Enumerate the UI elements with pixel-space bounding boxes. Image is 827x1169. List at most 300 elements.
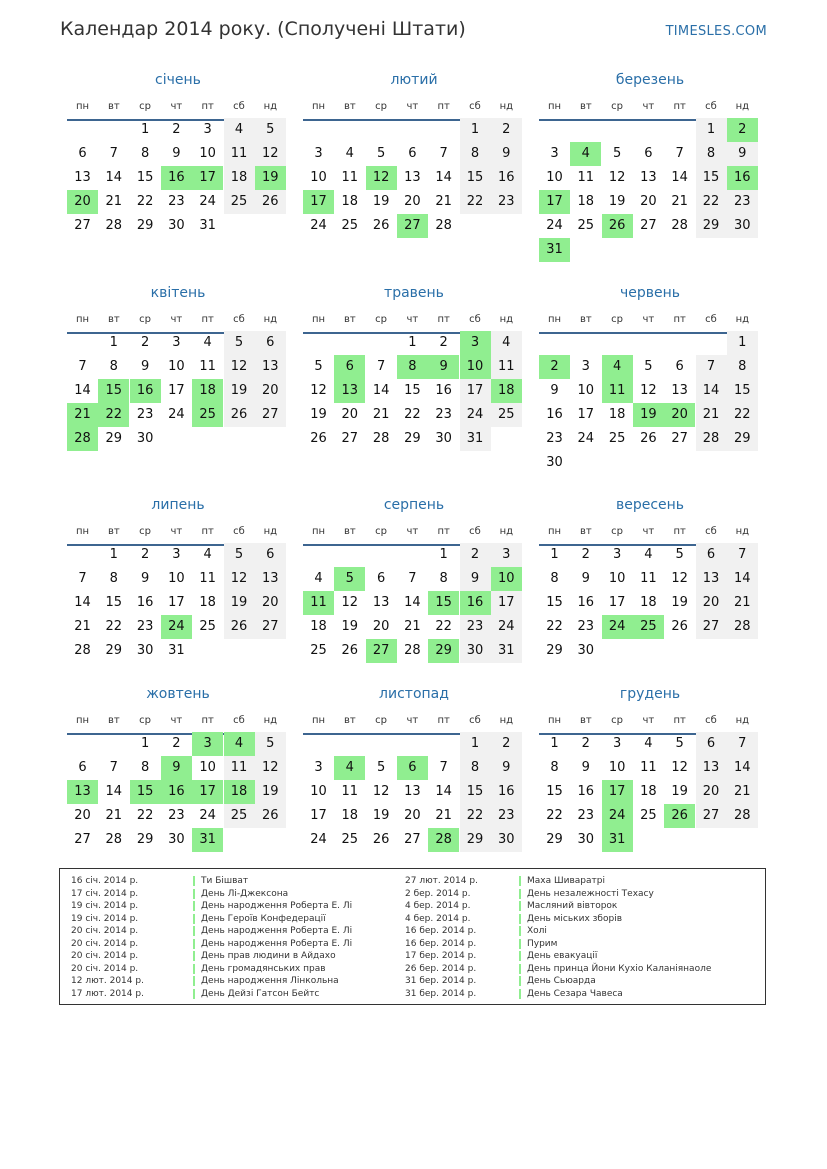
day-cell[interactable]: 23	[491, 190, 522, 214]
day-cell[interactable]: 17	[168, 595, 185, 610]
day-cell[interactable]: 8	[109, 359, 118, 374]
day-cell[interactable]: 22	[136, 808, 154, 823]
day-cell[interactable]: 9	[172, 146, 181, 161]
day-cell[interactable]: 25	[633, 615, 664, 639]
day-cell[interactable]: 7	[78, 571, 87, 586]
day-cell[interactable]: 23	[136, 407, 154, 422]
day-cell[interactable]: 9	[428, 355, 459, 379]
day-cell[interactable]: 1	[727, 331, 758, 355]
day-cell[interactable]: 25	[341, 832, 359, 847]
day-cell[interactable]: 15	[428, 591, 459, 615]
day-cell[interactable]: 15	[130, 780, 161, 804]
day-cell[interactable]: 28	[428, 828, 459, 852]
day-cell[interactable]: 10	[491, 567, 522, 591]
day-cell[interactable]: 6	[644, 146, 653, 161]
day-cell[interactable]: 2	[439, 335, 448, 350]
day-cell[interactable]: 20	[664, 403, 695, 427]
day-cell[interactable]: 19	[255, 780, 286, 804]
day-cell[interactable]: 11	[577, 170, 595, 185]
day-cell[interactable]: 4	[224, 732, 255, 756]
day-cell[interactable]: 21	[67, 403, 98, 427]
day-cell[interactable]: 26	[224, 615, 255, 639]
day-cell[interactable]: 26	[640, 431, 657, 446]
day-cell[interactable]: 24	[460, 403, 491, 427]
day-cell[interactable]: 2	[581, 547, 590, 562]
day-cell[interactable]: 10	[460, 355, 491, 379]
day-cell[interactable]: 7	[439, 760, 448, 775]
day-cell[interactable]: 6	[675, 359, 684, 374]
day-cell[interactable]: 15	[460, 780, 491, 804]
day-cell[interactable]: 22	[105, 619, 123, 634]
day-cell[interactable]: 11	[640, 760, 657, 775]
day-cell[interactable]: 27	[341, 431, 359, 446]
day-cell[interactable]: 8	[439, 571, 448, 586]
day-cell[interactable]: 22	[460, 804, 491, 828]
day-cell[interactable]: 23	[577, 619, 595, 634]
day-cell[interactable]: 28	[105, 832, 123, 847]
day-cell[interactable]: 23	[168, 808, 185, 823]
day-cell[interactable]: 13	[67, 780, 98, 804]
day-cell[interactable]: 16	[577, 595, 595, 610]
day-cell[interactable]: 19	[608, 194, 626, 209]
day-cell[interactable]: 11	[341, 784, 359, 799]
day-cell[interactable]: 28	[105, 218, 123, 233]
day-cell[interactable]: 18	[640, 784, 657, 799]
day-cell[interactable]: 31	[168, 643, 185, 658]
day-cell[interactable]: 16	[136, 595, 154, 610]
day-cell[interactable]: 15	[136, 170, 154, 185]
day-cell[interactable]: 12	[255, 756, 286, 780]
day-cell[interactable]: 2	[460, 543, 491, 567]
day-cell[interactable]: 14	[105, 784, 123, 799]
day-cell[interactable]: 3	[550, 146, 559, 161]
day-cell[interactable]: 28	[671, 218, 688, 233]
day-cell[interactable]: 21	[404, 619, 421, 634]
day-cell[interactable]: 27	[366, 639, 397, 663]
day-cell[interactable]: 19	[671, 595, 688, 610]
day-cell[interactable]: 2	[491, 732, 522, 756]
day-cell[interactable]: 17	[539, 190, 570, 214]
day-cell[interactable]: 1	[696, 118, 727, 142]
day-cell[interactable]: 30	[136, 431, 154, 446]
day-cell[interactable]: 17	[608, 595, 626, 610]
day-cell[interactable]: 16	[491, 166, 522, 190]
day-cell[interactable]: 19	[372, 808, 390, 823]
day-cell[interactable]: 11	[199, 359, 216, 374]
day-cell[interactable]: 19	[372, 194, 390, 209]
day-cell[interactable]: 9	[727, 142, 758, 166]
day-cell[interactable]: 26	[310, 431, 327, 446]
day-cell[interactable]: 23	[460, 615, 491, 639]
day-cell[interactable]: 12	[341, 595, 359, 610]
day-cell[interactable]: 7	[408, 571, 417, 586]
day-cell[interactable]: 28	[727, 615, 758, 639]
day-cell[interactable]: 7	[439, 146, 448, 161]
day-cell[interactable]: 10	[199, 146, 216, 161]
day-cell[interactable]: 26	[255, 804, 286, 828]
day-cell[interactable]: 17	[491, 591, 522, 615]
day-cell[interactable]: 26	[255, 190, 286, 214]
day-cell[interactable]: 9	[581, 760, 590, 775]
day-cell[interactable]: 1	[460, 732, 491, 756]
day-cell[interactable]: 10	[608, 760, 626, 775]
day-cell[interactable]: 12	[366, 166, 397, 190]
day-cell[interactable]: 15	[404, 383, 421, 398]
day-cell[interactable]: 29	[105, 643, 123, 658]
day-cell[interactable]: 12	[671, 760, 688, 775]
day-cell[interactable]: 22	[136, 194, 154, 209]
day-cell[interactable]: 19	[255, 166, 286, 190]
day-cell[interactable]: 13	[372, 595, 390, 610]
day-cell[interactable]: 8	[109, 571, 118, 586]
day-cell[interactable]: 20	[341, 407, 359, 422]
day-cell[interactable]: 18	[310, 619, 327, 634]
day-cell[interactable]: 3	[460, 331, 491, 355]
day-cell[interactable]: 6	[255, 331, 286, 355]
day-cell[interactable]: 18	[640, 595, 657, 610]
day-cell[interactable]: 10	[546, 170, 563, 185]
day-cell[interactable]: 20	[696, 591, 727, 615]
day-cell[interactable]: 3	[203, 122, 212, 137]
day-cell[interactable]: 20	[74, 808, 91, 823]
day-cell[interactable]: 20	[696, 780, 727, 804]
day-cell[interactable]: 27	[671, 431, 688, 446]
day-cell[interactable]: 3	[172, 335, 181, 350]
day-cell[interactable]: 18	[224, 780, 255, 804]
day-cell[interactable]: 15	[98, 379, 129, 403]
day-cell[interactable]: 5	[376, 760, 386, 775]
day-cell[interactable]: 27	[255, 403, 286, 427]
day-cell[interactable]: 14	[435, 170, 452, 185]
day-cell[interactable]: 20	[404, 194, 421, 209]
day-cell[interactable]: 29	[546, 832, 563, 847]
day-cell[interactable]: 30	[136, 643, 154, 658]
day-cell[interactable]: 27	[74, 218, 91, 233]
day-cell[interactable]: 16	[161, 780, 192, 804]
day-cell[interactable]: 9	[581, 571, 590, 586]
day-cell[interactable]: 12	[372, 784, 390, 799]
day-cell[interactable]: 22	[546, 808, 563, 823]
day-cell[interactable]: 30	[577, 643, 595, 658]
day-cell[interactable]: 28	[404, 643, 421, 658]
day-cell[interactable]: 13	[671, 383, 688, 398]
day-cell[interactable]: 3	[581, 359, 590, 374]
day-cell[interactable]: 4	[491, 331, 522, 355]
day-cell[interactable]: 1	[550, 736, 559, 751]
day-cell[interactable]: 16	[435, 383, 452, 398]
day-cell[interactable]: 18	[577, 194, 595, 209]
day-cell[interactable]: 25	[491, 403, 522, 427]
day-cell[interactable]: 14	[105, 170, 123, 185]
day-cell[interactable]: 1	[408, 335, 417, 350]
day-cell[interactable]: 20	[67, 190, 98, 214]
day-cell[interactable]: 21	[671, 194, 688, 209]
day-cell[interactable]: 8	[550, 760, 559, 775]
day-cell[interactable]: 12	[310, 383, 327, 398]
day-cell[interactable]: 23	[577, 808, 595, 823]
day-cell[interactable]: 20	[372, 619, 390, 634]
day-cell[interactable]: 30	[491, 828, 522, 852]
day-cell[interactable]: 29	[727, 427, 758, 451]
day-cell[interactable]: 24	[577, 431, 595, 446]
day-cell[interactable]: 29	[404, 431, 421, 446]
day-cell[interactable]: 2	[539, 355, 570, 379]
day-cell[interactable]: 13	[404, 170, 421, 185]
day-cell[interactable]: 10	[608, 571, 626, 586]
day-cell[interactable]: 2	[172, 122, 181, 137]
day-cell[interactable]: 6	[376, 571, 386, 586]
day-cell[interactable]: 7	[109, 146, 118, 161]
day-cell[interactable]: 9	[140, 571, 150, 586]
day-cell[interactable]: 25	[192, 403, 223, 427]
day-cell[interactable]: 13	[640, 170, 657, 185]
day-cell[interactable]: 6	[397, 756, 428, 780]
day-cell[interactable]: 11	[303, 591, 334, 615]
day-cell[interactable]: 6	[696, 732, 727, 756]
day-cell[interactable]: 3	[314, 146, 323, 161]
day-cell[interactable]: 22	[98, 403, 129, 427]
day-cell[interactable]: 11	[491, 355, 522, 379]
day-cell[interactable]: 16	[577, 784, 595, 799]
day-cell[interactable]: 12	[671, 571, 688, 586]
day-cell[interactable]: 28	[696, 427, 727, 451]
day-cell[interactable]: 18	[341, 808, 359, 823]
day-cell[interactable]: 7	[109, 760, 118, 775]
day-cell[interactable]: 17	[310, 808, 327, 823]
day-cell[interactable]: 16	[491, 780, 522, 804]
day-cell[interactable]: 8	[460, 142, 491, 166]
day-cell[interactable]: 27	[74, 832, 91, 847]
day-cell[interactable]: 4	[334, 756, 365, 780]
day-cell[interactable]: 9	[460, 567, 491, 591]
day-cell[interactable]: 19	[224, 379, 255, 403]
day-cell[interactable]: 22	[727, 403, 758, 427]
day-cell[interactable]: 2	[172, 736, 181, 751]
day-cell[interactable]: 21	[727, 780, 758, 804]
day-cell[interactable]: 1	[109, 335, 118, 350]
day-cell[interactable]: 17	[192, 780, 223, 804]
day-cell[interactable]: 25	[310, 643, 327, 658]
day-cell[interactable]: 14	[74, 595, 91, 610]
day-cell[interactable]: 3	[491, 543, 522, 567]
day-cell[interactable]: 11	[224, 756, 255, 780]
day-cell[interactable]: 26	[224, 403, 255, 427]
day-cell[interactable]: 7	[376, 359, 386, 374]
day-cell[interactable]: 24	[546, 218, 563, 233]
day-cell[interactable]: 1	[460, 118, 491, 142]
day-cell[interactable]: 3	[192, 732, 223, 756]
day-cell[interactable]: 16	[460, 591, 491, 615]
day-cell[interactable]: 5	[255, 118, 286, 142]
day-cell[interactable]: 15	[546, 595, 563, 610]
day-cell[interactable]: 14	[696, 379, 727, 403]
day-cell[interactable]: 22	[696, 190, 727, 214]
day-cell[interactable]: 30	[577, 832, 595, 847]
day-cell[interactable]: 27	[404, 832, 421, 847]
day-cell[interactable]: 6	[255, 543, 286, 567]
day-cell[interactable]: 17	[303, 190, 334, 214]
day-cell[interactable]: 3	[314, 760, 323, 775]
day-cell[interactable]: 18	[491, 379, 522, 403]
day-cell[interactable]: 7	[727, 543, 758, 567]
day-cell[interactable]: 24	[199, 194, 216, 209]
day-cell[interactable]: 8	[727, 355, 758, 379]
day-cell[interactable]: 20	[640, 194, 657, 209]
day-cell[interactable]: 30	[546, 455, 563, 470]
day-cell[interactable]: 30	[168, 218, 185, 233]
day-cell[interactable]: 10	[310, 170, 327, 185]
day-cell[interactable]: 26	[372, 832, 390, 847]
day-cell[interactable]: 9	[140, 359, 150, 374]
day-cell[interactable]: 5	[255, 732, 286, 756]
day-cell[interactable]: 29	[696, 214, 727, 238]
day-cell[interactable]: 15	[727, 379, 758, 403]
day-cell[interactable]: 28	[727, 804, 758, 828]
day-cell[interactable]: 25	[341, 218, 359, 233]
day-cell[interactable]: 16	[727, 166, 758, 190]
day-cell[interactable]: 26	[372, 218, 390, 233]
day-cell[interactable]: 2	[140, 335, 150, 350]
day-cell[interactable]: 8	[696, 142, 727, 166]
day-cell[interactable]: 3	[172, 547, 181, 562]
day-cell[interactable]: 23	[435, 407, 452, 422]
day-cell[interactable]: 18	[608, 407, 626, 422]
day-cell[interactable]: 27	[696, 615, 727, 639]
day-cell[interactable]: 11	[602, 379, 633, 403]
day-cell[interactable]: 23	[727, 190, 758, 214]
day-cell[interactable]: 16	[130, 379, 161, 403]
day-cell[interactable]: 8	[550, 571, 559, 586]
day-cell[interactable]: 24	[491, 615, 522, 639]
day-cell[interactable]: 12	[255, 142, 286, 166]
day-cell[interactable]: 19	[310, 407, 327, 422]
day-cell[interactable]: 1	[439, 547, 448, 562]
day-cell[interactable]: 31	[602, 828, 633, 852]
day-cell[interactable]: 20	[404, 808, 421, 823]
day-cell[interactable]: 9	[491, 142, 522, 166]
day-cell[interactable]: 16	[161, 166, 192, 190]
day-cell[interactable]: 11	[199, 571, 216, 586]
day-cell[interactable]: 15	[105, 595, 123, 610]
day-cell[interactable]: 21	[435, 808, 452, 823]
day-cell[interactable]: 17	[192, 166, 223, 190]
day-cell[interactable]: 24	[168, 407, 185, 422]
day-cell[interactable]: 5	[224, 331, 255, 355]
day-cell[interactable]: 13	[334, 379, 365, 403]
day-cell[interactable]: 22	[460, 190, 491, 214]
day-cell[interactable]: 26	[671, 619, 688, 634]
day-cell[interactable]: 26	[602, 214, 633, 238]
day-cell[interactable]: 10	[310, 784, 327, 799]
day-cell[interactable]: 26	[341, 643, 359, 658]
day-cell[interactable]: 2	[491, 118, 522, 142]
day-cell[interactable]: 22	[404, 407, 421, 422]
day-cell[interactable]: 11	[341, 170, 359, 185]
day-cell[interactable]: 19	[633, 403, 664, 427]
day-cell[interactable]: 29	[136, 832, 154, 847]
day-cell[interactable]: 3	[612, 736, 622, 751]
day-cell[interactable]: 24	[602, 615, 633, 639]
day-cell[interactable]: 5	[644, 359, 653, 374]
day-cell[interactable]: 1	[140, 736, 150, 751]
day-cell[interactable]: 2	[727, 118, 758, 142]
day-cell[interactable]: 24	[161, 615, 192, 639]
day-cell[interactable]: 5	[334, 567, 365, 591]
day-cell[interactable]: 8	[397, 355, 428, 379]
day-cell[interactable]: 25	[224, 804, 255, 828]
day-cell[interactable]: 17	[460, 379, 491, 403]
day-cell[interactable]: 21	[435, 194, 452, 209]
day-cell[interactable]: 31	[192, 828, 223, 852]
day-cell[interactable]: 23	[491, 804, 522, 828]
day-cell[interactable]: 13	[255, 355, 286, 379]
day-cell[interactable]: 30	[460, 639, 491, 663]
day-cell[interactable]: 6	[408, 146, 417, 161]
day-cell[interactable]: 29	[136, 218, 154, 233]
day-cell[interactable]: 31	[199, 218, 216, 233]
day-cell[interactable]: 30	[435, 431, 452, 446]
day-cell[interactable]: 21	[74, 619, 91, 634]
day-cell[interactable]: 21	[696, 403, 727, 427]
day-cell[interactable]: 14	[74, 383, 91, 398]
day-cell[interactable]: 14	[671, 170, 688, 185]
day-cell[interactable]: 28	[67, 427, 98, 451]
day-cell[interactable]: 17	[168, 383, 185, 398]
day-cell[interactable]: 24	[310, 832, 327, 847]
day-cell[interactable]: 18	[224, 166, 255, 190]
day-cell[interactable]: 5	[314, 359, 323, 374]
day-cell[interactable]: 4	[602, 355, 633, 379]
day-cell[interactable]: 10	[168, 571, 185, 586]
day-cell[interactable]: 6	[334, 355, 365, 379]
day-cell[interactable]: 4	[203, 547, 212, 562]
day-cell[interactable]: 18	[192, 379, 223, 403]
day-cell[interactable]: 30	[168, 832, 185, 847]
day-cell[interactable]: 4	[224, 118, 255, 142]
day-cell[interactable]: 31	[460, 427, 491, 451]
day-cell[interactable]: 4	[203, 335, 212, 350]
day-cell[interactable]: 24	[602, 804, 633, 828]
day-cell[interactable]: 11	[224, 142, 255, 166]
day-cell[interactable]: 28	[74, 643, 91, 658]
day-cell[interactable]: 14	[404, 595, 421, 610]
day-cell[interactable]: 13	[404, 784, 421, 799]
day-cell[interactable]: 4	[570, 142, 601, 166]
day-cell[interactable]: 7	[696, 355, 727, 379]
day-cell[interactable]: 5	[224, 543, 255, 567]
day-cell[interactable]: 27	[397, 214, 428, 238]
day-cell[interactable]: 27	[640, 218, 657, 233]
day-cell[interactable]: 6	[78, 760, 87, 775]
day-cell[interactable]: 12	[224, 355, 255, 379]
day-cell[interactable]: 23	[546, 431, 563, 446]
day-cell[interactable]: 31	[539, 238, 570, 262]
day-cell[interactable]: 16	[546, 407, 563, 422]
day-cell[interactable]: 20	[255, 379, 286, 403]
day-cell[interactable]: 18	[341, 194, 359, 209]
day-cell[interactable]: 18	[199, 595, 216, 610]
site-logo[interactable]: TIMESLES.COM	[665, 24, 767, 39]
day-cell[interactable]: 27	[255, 615, 286, 639]
day-cell[interactable]: 1	[109, 547, 118, 562]
day-cell[interactable]: 4	[345, 146, 354, 161]
day-cell[interactable]: 12	[608, 170, 626, 185]
day-cell[interactable]: 10	[168, 359, 185, 374]
day-cell[interactable]: 6	[696, 543, 727, 567]
day-cell[interactable]: 13	[74, 170, 91, 185]
day-cell[interactable]: 11	[640, 571, 657, 586]
day-cell[interactable]: 25	[608, 431, 626, 446]
